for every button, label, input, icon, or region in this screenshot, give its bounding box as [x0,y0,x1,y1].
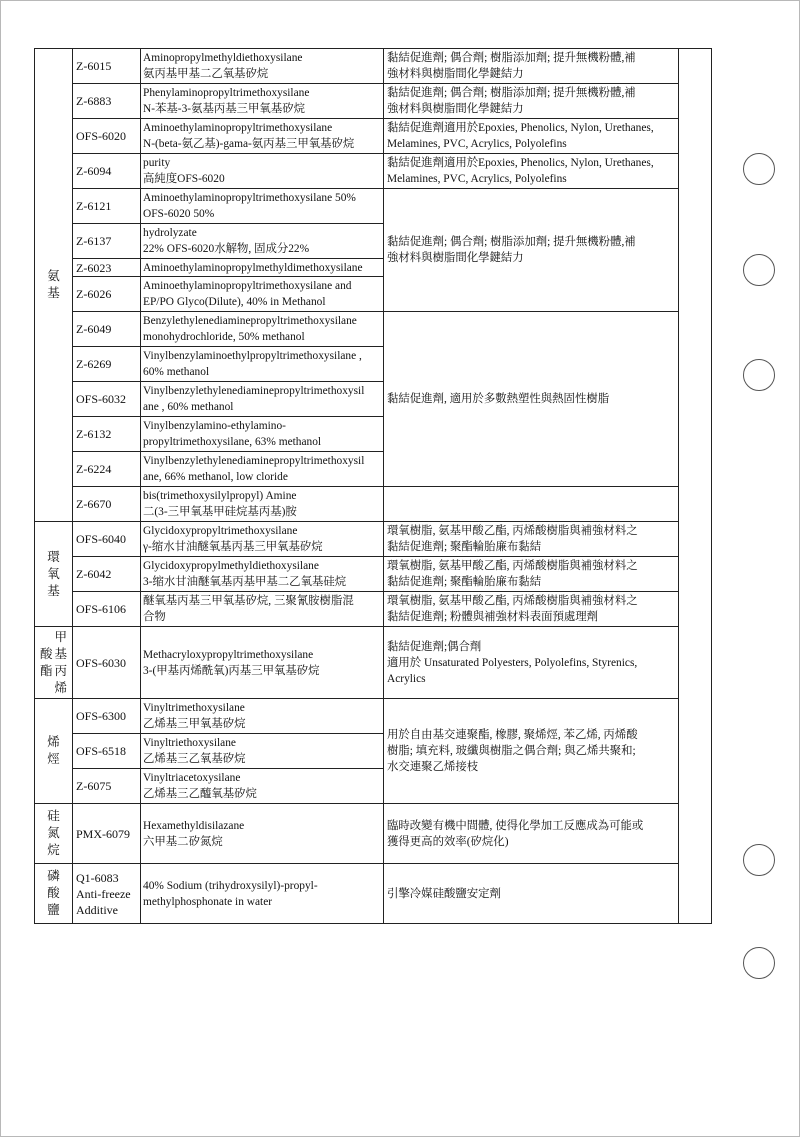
product-code: Q1-6083 Anti-freeze Additive [73,864,141,924]
table-row [35,522,712,557]
product-code: Z-6015 [73,49,141,84]
binder-hole [743,359,775,391]
product-description: 環氧樹脂, 氨基甲酸乙酯, 丙烯酸樹脂與補強材料之 黏結促進劑; 聚酯輪胎廉布黏結 [384,557,679,592]
product-name: hydrolyzate 22% OFS-6020水解物, 固成分22% [141,224,384,259]
table-row [35,627,712,699]
product-name: purity 高純度OFS-6020 [141,154,384,189]
product-name: Vinylbenzylamino-ethylamino- propyltrimethoxysilane, 63% methanol [141,417,384,452]
table-row [35,699,712,734]
product-name: Vinylbenzylethylenediaminepropyltrimethoxysil ane, 66% methanol, low cloride [141,452,384,487]
product-description: 黏結促進劑, 適用於多數熱塑性與熱固性樹脂 [384,312,679,487]
product-code: Z-6121 [73,189,141,224]
product-code: Z-6042 [73,557,141,592]
product-name: Glycidoxypropyltrimethoxysilane γ-缩水甘油醚氧基丙基三甲氧基矽烷 [141,522,384,557]
product-name: Vinyltriacetoxysilane 乙烯基三乙醯氧基矽烷 [141,769,384,804]
product-description: 黏結促進劑;偶合劑 適用於 Unsaturated Polyesters, Polyolefins, Styrenics, Acrylics [384,627,679,699]
product-code: OFS-6518 [73,734,141,769]
product-code: Z-6269 [73,347,141,382]
table-row [35,154,712,189]
silane-product-table [34,48,712,924]
product-code: Z-6026 [73,277,141,312]
product-code: Z-6094 [73,154,141,189]
product-code: OFS-6032 [73,382,141,417]
binder-hole [743,844,775,876]
product-name: Aminoethylaminopropyltrimethoxysilane and EP/PO Glyco(Dilute), 40% in Methanol [141,277,384,312]
binder-hole [743,153,775,185]
product-code: Z-6137 [73,224,141,259]
product-code: Z-6132 [73,417,141,452]
product-code: Z-6670 [73,487,141,522]
binder-hole [743,947,775,979]
table-row [35,84,712,119]
product-description: 黏結促進劑; 偶合劑; 樹脂添加劑; 提升無機粉體,補 強材料與樹脂間化學鍵結力 [384,189,679,312]
table-row [35,557,712,592]
table-row [35,804,712,864]
product-code: OFS-6020 [73,119,141,154]
category-phosphonate: 磷 酸 鹽 [35,864,73,924]
product-name: Vinyltrimethoxysilane 乙烯基三甲氧基矽烷 [141,699,384,734]
product-code: OFS-6300 [73,699,141,734]
product-code: Z-6883 [73,84,141,119]
product-name: Benzylethylenediaminepropyltrimethoxysilane monohydrochloride, 50% methanol [141,312,384,347]
category-amino: 氨 基 [35,49,73,522]
binder-hole [743,254,775,286]
product-name: bis(trimethoxysilylpropyl) Amine 二(3-三甲氧基甲硅烷基丙基)胺 [141,487,384,522]
product-name: Vinylbenzylethylenediaminepropyltrimethoxysil ane , 60% methanol [141,382,384,417]
product-code: Z-6224 [73,452,141,487]
product-name: Aminoethylaminopropyltrimethoxysilane 50% OFS-6020 50% [141,189,384,224]
product-name: Hexamethyldisilazane 六甲基二矽氮烷 [141,804,384,864]
product-code: Z-6075 [73,769,141,804]
product-description [384,487,679,522]
product-code: OFS-6030 [73,627,141,699]
product-name: Vinylbenzylaminoethylpropyltrimethoxysilane , 60% methanol [141,347,384,382]
product-description: 黏結促進劑; 偶合劑; 樹脂添加劑; 提升無機粉體,補 強材料與樹脂間化學鍵結力 [384,49,679,84]
product-name: Glycidoxypropylmethyldiethoxysilane 3-缩水甘油醚氧基丙基甲基二乙氧基硅烷 [141,557,384,592]
product-description: 引擎冷媒硅酸鹽安定劑 [384,864,679,924]
product-description: 黏結促進劑; 偶合劑; 樹脂添加劑; 提升無機粉體,補 強材料與樹脂間化學鍵結力 [384,84,679,119]
product-description: 環氧樹脂, 氨基甲酸乙酯, 丙烯酸樹脂與補強材料之 黏結促進劑; 聚酯輪胎廉布黏結 [384,522,679,557]
table-row [35,312,712,347]
table-row [35,189,712,224]
product-code: OFS-6040 [73,522,141,557]
product-name: Aminoethylaminopropyltrimethoxysilane N-(beta-氨乙基)-gama-氨丙基三甲氧基矽烷 [141,119,384,154]
table-row [35,592,712,627]
product-name: 40% Sodium (trihydroxysilyl)-propyl- methylphosphonate in water [141,864,384,924]
category-epoxy: 環 氧 基 [35,522,73,627]
product-description: 黏結促進劑適用於Epoxies, Phenolics, Nylon, Urethanes, Melamines, PVC, Acrylics, Polyolefins [384,119,679,154]
blank-column [679,49,712,924]
category-methacryl: 酸 酯 甲 基 丙 烯 [35,627,73,699]
product-code: OFS-6106 [73,592,141,627]
table-row [35,864,712,924]
product-code: PMX-6079 [73,804,141,864]
product-code: Z-6049 [73,312,141,347]
table-row [35,487,712,522]
product-description: 臨時改變有機中間體, 使得化學加工反應成為可能或 獲得更高的效率(矽烷化) [384,804,679,864]
product-name: 醚氧基丙基三甲氧基矽烷, 三聚氰胺樹脂混 合物 [141,592,384,627]
product-name: Aminoethylaminopropylmethyldimethoxysilane [141,259,384,277]
table-row [35,49,712,84]
product-name: Methacryloxypropyltrimethoxysilane 3-(甲基丙烯酰氧)丙基三甲氧基矽烷 [141,627,384,699]
product-name: Phenylaminopropyltrimethoxysilane N-苯基-3-氨基丙基三甲氧基矽烷 [141,84,384,119]
product-name: Aminopropylmethyldiethoxysilane 氨丙基甲基二乙氧基矽烷 [141,49,384,84]
category-silazane: 硅 氮 烷 [35,804,73,864]
category-vinyl: 烯 烴 [35,699,73,804]
product-code: Z-6023 [73,259,141,277]
product-description: 黏結促進劑適用於Epoxies, Phenolics, Nylon, Urethanes, Melamines, PVC, Acrylics, Polyolefins [384,154,679,189]
table-row [35,119,712,154]
product-description: 用於自由基交連聚酯, 橡膠, 聚烯烴, 苯乙烯, 丙烯酸 樹脂; 填充料, 玻纖與樹脂之偶合劑; 與乙烯共聚和; 水交連聚乙烯接枝 [384,699,679,804]
product-name: Vinyltriethoxysilane 乙烯基三乙氧基矽烷 [141,734,384,769]
product-description: 環氧樹脂, 氨基甲酸乙酯, 丙烯酸樹脂與補強材料之 黏結促進劑; 粉體與補強材料表面預處理劑 [384,592,679,627]
